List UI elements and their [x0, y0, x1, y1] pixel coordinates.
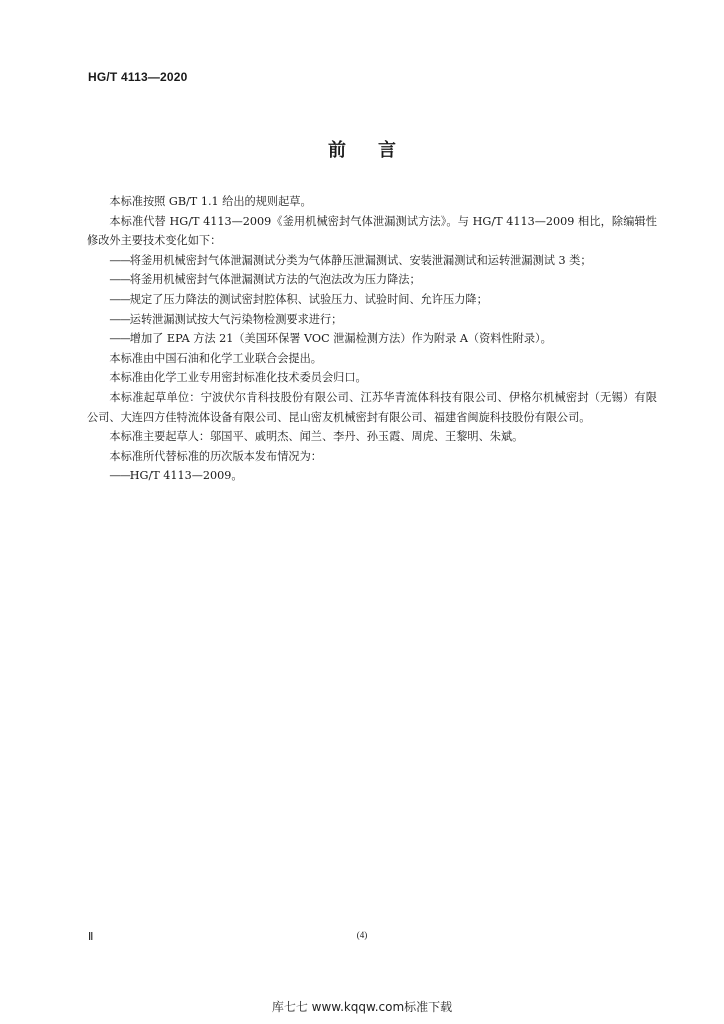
list-item-text: 运转泄漏测试按大气污染物检测要求进行；: [129, 312, 343, 326]
paragraph-drafters: 本标准主要起草人：邬国平、戚明杰、闻兰、李丹、孙玉霞、周虎、王黎明、朱斌。: [109, 430, 524, 444]
paragraph-drafting-units: 本标准起草单位：宁波伏尔肯科技股份有限公司、江苏华青流体科技有限公司、伊格尔机械密封（无锡）有限公司、大连四方佳特流体设备有限公司、昆山密友机械密封有限公司、福建省闽旋科技股份有限公司。: [87, 390, 657, 424]
page-roman-mark: Ⅱ: [88, 931, 94, 943]
standard-code: HG/T 4113—2020: [88, 70, 188, 84]
list-item: [87, 251, 657, 271]
paragraph-proposer: 本标准由中国石油和化学工业联合会提出。: [109, 351, 322, 365]
list-dash: ——: [109, 312, 130, 326]
watermark-text: 库七七 www.kqqw.com标准下载: [271, 1000, 453, 1014]
paragraph-history: 本标准所代替标准的历次版本发布情况为：: [109, 449, 322, 463]
list-item-text: 规定了压力降法的测试密封腔体积、试验压力、试验时间、允许压力降；: [129, 292, 488, 306]
list-item: [87, 310, 657, 330]
paragraph-committee: 本标准由化学工业专用密封标准化技术委员会归口。: [109, 371, 367, 385]
paragraph-replacement: 本标准代替 HG/T 4113—2009《釜用机械密封气体泄漏测试方法》。与 HG/T 4113—2009 相比，除编辑性修改外主要技术变化如下：: [87, 214, 657, 248]
list-item-text: 将釜用机械密封气体泄漏测试方法的气泡法改为压力降法；: [129, 273, 421, 287]
foreword-body: [87, 192, 657, 486]
list-dash: ——: [109, 469, 130, 483]
list-dash: ——: [109, 332, 130, 346]
list-item-text: HG/T 4113—2009。: [129, 469, 243, 483]
list-item: [87, 270, 657, 290]
list-dash: ——: [109, 292, 130, 306]
paragraph-drafting-rule: 本标准按照 GB/T 1.1 给出的规则起草。: [109, 195, 312, 208]
list-item: [87, 329, 657, 349]
page-number: (4): [356, 930, 368, 940]
list-item-text: 将釜用机械密封气体泄漏测试分类为气体静压泄漏测试、安装泄漏测试和运转泄漏测试 3 类；: [129, 253, 592, 267]
list-item-text: 增加了 EPA 方法 21（美国环保署 VOC 泄漏检测方法）作为附录 A（资料性附录）。: [129, 332, 552, 346]
list-dash: ——: [109, 273, 130, 287]
list-item: [87, 290, 657, 310]
list-item: [87, 466, 657, 486]
list-dash: ——: [109, 253, 130, 267]
page-title: 前言: [328, 140, 428, 161]
